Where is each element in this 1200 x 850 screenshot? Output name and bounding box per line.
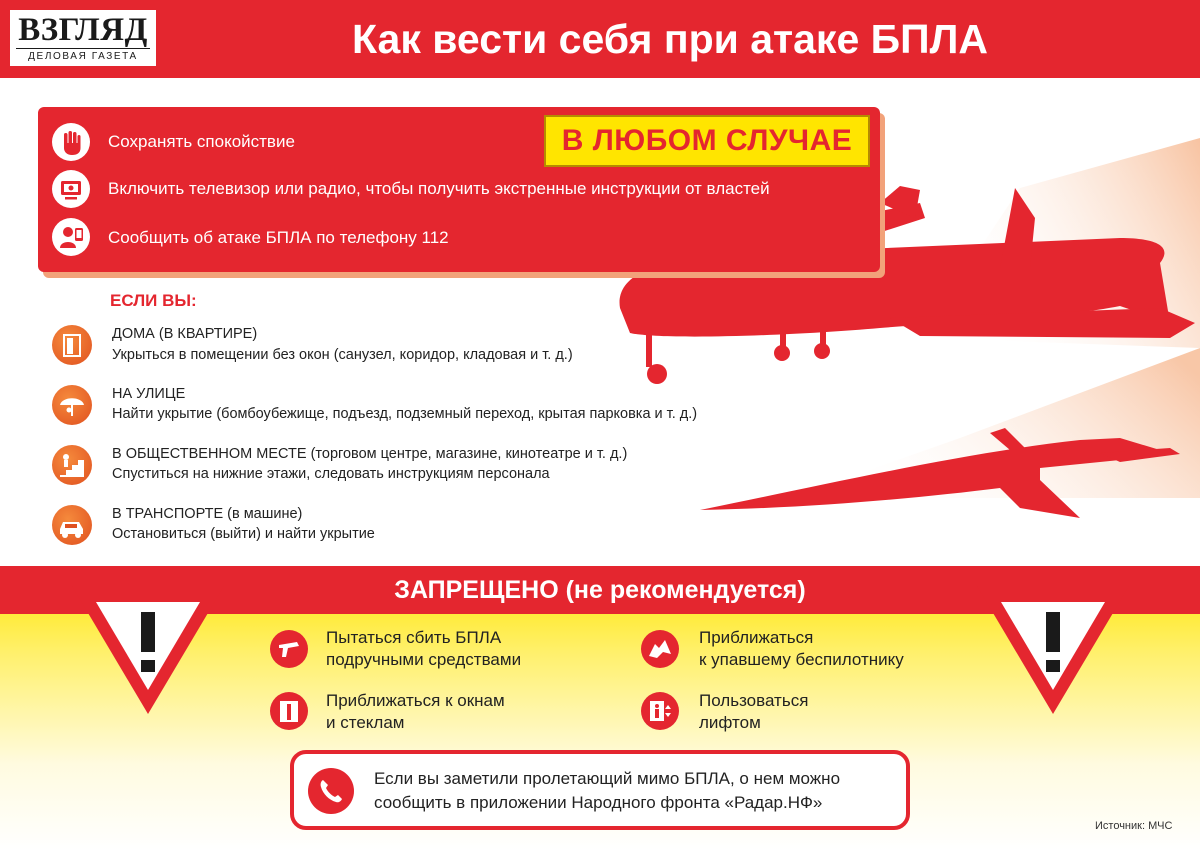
fallen-drone-icon — [641, 630, 679, 668]
street-umbrella-icon — [52, 385, 92, 425]
any-case-item-1: Сохранять спокойствие — [108, 132, 295, 151]
any-case-item-3: Сообщить об атаке БПЛА по телефону 112 — [108, 228, 449, 247]
forbidden-item-1-line1: Пытаться сбить БПЛА — [326, 628, 502, 647]
situation-street-text: Найти укрытие (бомбоубежище, подъезд, подземный переход, крытая парковка и т. д.) — [112, 406, 698, 422]
logo — [10, 10, 156, 66]
window-icon — [270, 692, 308, 730]
forbidden-item-3-line1: Приближаться к окнам — [326, 691, 505, 710]
situation-home-title: ДОМА (В КВАРТИРЕ) — [112, 326, 258, 342]
car-icon — [52, 505, 92, 545]
radar-notice-text — [374, 767, 840, 815]
situation-public-title: В ОБЩЕСТВЕННОМ МЕСТЕ (торговом центре, магазине, кинотеатре и т. д.) — [112, 446, 628, 462]
stairs-icon — [52, 445, 92, 485]
radar-notice-line1: Если вы заметили пролетающий мимо БПЛА, о нем можно — [374, 769, 841, 788]
phone-icon — [308, 768, 354, 814]
forbidden-item-3-line2: и стеклам — [326, 713, 405, 732]
if-you-heading: ЕСЛИ ВЫ: — [110, 291, 197, 310]
forbidden-item-2-line1: Приближаться — [699, 628, 814, 647]
situation-transport-text: Остановиться (выйти) и найти укрытие — [112, 526, 375, 542]
radar-notice-line2: сообщить в приложении Народного фронта «Радар.НФ» — [374, 793, 823, 812]
forbidden-item-4-line1: Пользоваться — [699, 691, 809, 710]
situation-home-text: Укрыться в помещении без окон (санузел, коридор, кладовая и т. д.) — [112, 347, 573, 363]
forbidden-item-1-line2: подручными средствами — [326, 650, 522, 669]
tv-icon — [52, 170, 90, 208]
source-note: Источник: МЧС — [1095, 820, 1173, 832]
forbidden-item-4-line2: лифтом — [699, 713, 761, 732]
any-case-badge: В ЛЮБОМ СЛУЧАЕ — [544, 115, 870, 167]
home-door-icon — [52, 325, 92, 365]
any-case-item-2: Включить телевизор или радио, чтобы получить экстренные инструкции от властей — [108, 179, 770, 198]
forbidden-item-2-line2: к упавшему беспилотнику — [699, 650, 904, 669]
forbidden-heading: ЗАПРЕЩЕНО (не рекомендуется) — [394, 576, 806, 604]
phone-call-icon — [52, 218, 90, 256]
gun-icon — [270, 630, 308, 668]
situation-transport-title: В ТРАНСПОРТЕ (в машине) — [112, 506, 303, 522]
logo-main: ВЗГЛЯД — [18, 12, 148, 48]
page-title: Как вести себя при атаке БПЛА — [352, 16, 988, 62]
warning-sign-left-icon — [68, 578, 228, 718]
warning-sign-right-icon — [973, 578, 1133, 718]
logo-sub: ДЕЛОВАЯ ГАЗЕТА — [16, 48, 150, 62]
stop-hand-icon — [52, 123, 90, 161]
situation-public-text: Спуститься на нижние этажи, следовать инструкциям персонала — [112, 466, 550, 482]
elevator-icon — [641, 692, 679, 730]
situation-street-title: НА УЛИЦЕ — [112, 386, 186, 402]
